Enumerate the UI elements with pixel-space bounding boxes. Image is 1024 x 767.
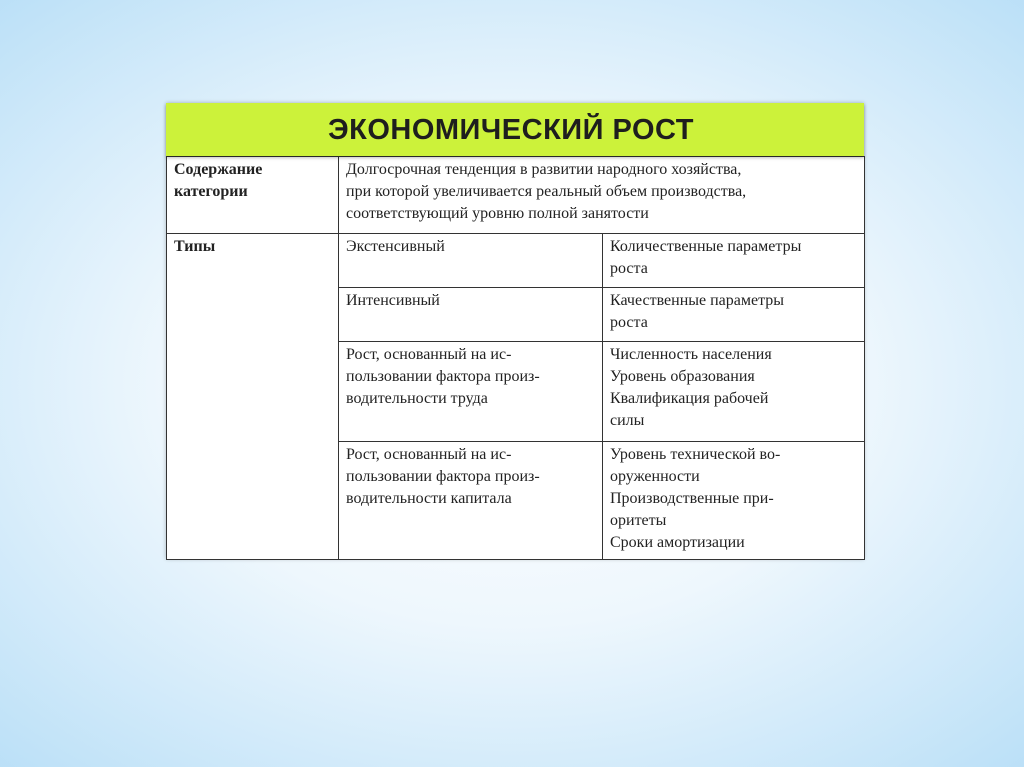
table-row-type-1 (167, 234, 865, 288)
label-line: Содержание (174, 161, 263, 178)
text-line: роста (610, 260, 648, 277)
text-line: оруженности (610, 468, 700, 485)
params-cell (603, 342, 865, 442)
economic-growth-table (166, 156, 865, 560)
text-line: пользовании фактора произ- (346, 368, 540, 385)
text-line: Рост, основанный на ис- (346, 346, 512, 363)
content-panel (166, 103, 864, 559)
slide-title: ЭКОНОМИЧЕСКИЙ РОСТ (328, 114, 694, 146)
text-line: Экстенсивный (346, 238, 445, 255)
type-cell (339, 342, 603, 442)
text-line: Количественные параметры (610, 238, 802, 255)
row-label-types (167, 234, 339, 560)
params-cell (603, 234, 865, 288)
text-line: Уровень технической во- (610, 446, 781, 463)
text-line: Сроки амортизации (610, 534, 745, 551)
type-cell (339, 442, 603, 560)
text-line: пользовании фактора произ- (346, 468, 540, 485)
type-cell (339, 288, 603, 342)
text-line: при которой увеличивается реальный объем производства, (346, 183, 747, 200)
text-line: Численность населения (610, 346, 772, 363)
text-line: роста (610, 314, 648, 331)
text-line: оритеты (610, 512, 667, 529)
text-line: соответствующий уровню полной занятости (346, 205, 649, 222)
row-label-content (167, 157, 339, 234)
text-line: водительности капитала (346, 490, 512, 507)
text-line: Долгосрочная тенденция в развитии народного хозяйства, (346, 161, 742, 178)
type-cell (339, 234, 603, 288)
text-line: силы (610, 412, 645, 429)
content-definition (339, 157, 865, 234)
text-line: Интенсивный (346, 292, 440, 309)
params-cell (603, 288, 865, 342)
text-line: Квалификация рабочей (610, 390, 769, 407)
text-line: Качественные параметры (610, 292, 785, 309)
text-line: Производственные при- (610, 490, 774, 507)
text-line: Уровень образования (610, 368, 755, 385)
title-banner (166, 103, 864, 156)
label-line: Типы (174, 238, 216, 255)
table-row-content (167, 157, 865, 234)
label-line: категории (174, 183, 248, 200)
text-line: водительности труда (346, 390, 488, 407)
text-line: Рост, основанный на ис- (346, 446, 512, 463)
params-cell (603, 442, 865, 560)
